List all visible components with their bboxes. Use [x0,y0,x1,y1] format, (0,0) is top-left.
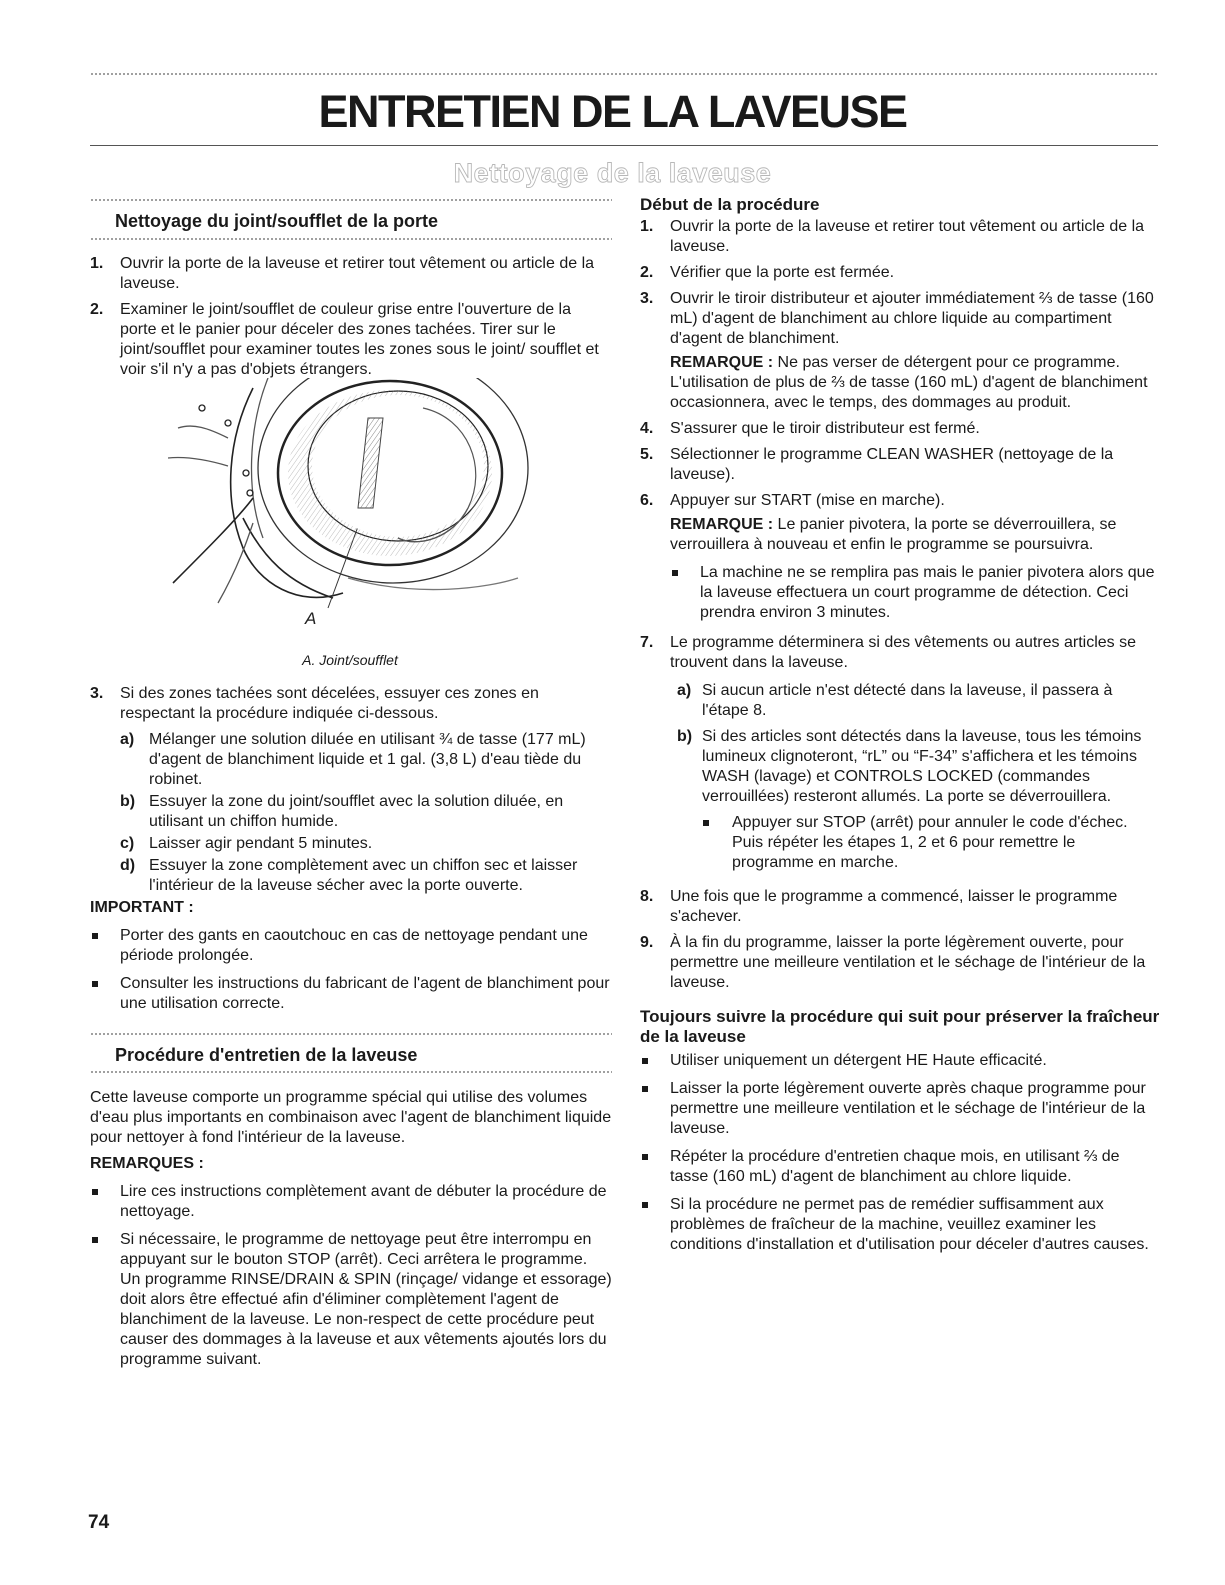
r-step-2: 2. Vérifier que la porte est fermée. [640,264,895,281]
r-step-7a: a) Si aucun article n'est détecté dans la laveuse, il passera à l'étape 8. [677,682,1113,719]
fresh-bullet-1: Utiliser uniquement un détergent HE Haute efficacité. [640,1051,1160,1071]
r-step-9: 9. À la fin du programme, laisser la porte légèrement ouverte, pour permettre une meilleure ventilation et le séchage de l'intérieur de la laveuse. [640,934,1146,991]
title-underline [90,145,1158,146]
r-step-6-bullet: La machine ne se remplira pas mais le panier pivotera alors que la laveuse effectuera un court programme de détection. Ceci prendra environ 3 minutes. [640,563,1160,623]
section2-body [90,1088,612,1370]
section-subtitle: Nettoyage de la laveuse [453,158,772,188]
door-gasket-illustration [168,378,538,638]
fresh-bullet-2: Laisser la porte légèrement ouverte après chaque programme pour permettre une meilleure ventilation et le séchage de l'intérieur de la laveuse. [640,1079,1160,1139]
section2-intro: Cette laveuse comporte un programme spécial qui utilise des volumes d'eau plus importants en combinaison avec l'agent de blanchiment liquide pour nettoyer à fond l'intérieur de la laveuse. [90,1089,612,1146]
figure-caption: A. Joint/soufflet [302,652,398,668]
step-2: 2. Examiner le joint/soufflet de couleur grise entre l'ouverture de la porte et le panier pour déceler des zones tachées. Tirer sur le joint/soufflet pour examiner toutes les zones sous le joint/ soufflet et voir s'il n'y a pas d'objets étrangers. [90,300,610,380]
page-number: 74 [88,1512,110,1533]
fresh-bullet-3: Répéter la procédure d'entretien chaque mois, en utilisant ⅔ de tasse (160 mL) d'agent de blanchiment au chlore liquide. [640,1147,1160,1187]
section1-heading: Nettoyage du joint/soufflet de la porte [115,211,439,231]
top-dotted-rule [90,72,1158,76]
r-step-5: 5. Sélectionner le programme CLEAN WASHER (nettoyage de la laveuse). [640,446,1114,483]
substep-d: d) Essuyer la zone complètement avec un chiffon sec et laisser l'intérieur de la laveuse sécher avec la porte ouverte. [120,857,578,894]
step-2-text: Examiner le joint/soufflet de couleur grise entre l'ouverture de la porte et le panier pour déceler des zones tachées. Tirer sur le joint/soufflet pour examiner toutes les zones sous le joint/ soufflet et voir s'il n'y a pas d'objets étrangers. [120,301,599,378]
r-step-7b: b) Si des articles sont détectés dans la laveuse, tous les témoins lumineux clignoteront, “rL” ou “F-34” s'affichera et les témoins WASH (lavage) et CONTROLS LOCKED (commandes verrouillées) resteront allumés. La porte se déverrouillera. [677,728,1142,805]
substep-a: a) Mélanger une solution diluée en utilisant ¾ de tasse (177 mL) d'agent de blanchiment liquide et 1 gal. (3,8 L) d'eau tiède du robinet. [120,731,586,788]
r-step-3: 3. Ouvrir le tiroir distributeur et ajouter immédiatement ⅔ de tasse (160 mL) d'agent de blanchiment au chlore liquide au compartiment d'agent de blanchiment. [640,290,1154,347]
page-title: ENTRETIEN DE LA LAVEUSE [318,86,907,137]
section1-heading-wrap [90,210,612,232]
section2-heading: Procédure d'entretien de la laveuse [115,1045,418,1065]
section2-heading-wrap [90,1044,612,1066]
right-column [640,195,1160,1255]
r-step-8: 8. Une fois que le programme a commencé, laisser le programme s'achever. [640,888,1118,925]
remarques-bullet-2: Si nécessaire, le programme de nettoyage peut être interrompu en appuyant sur le bouton STOP (arrêt). Ceci arrêtera le programme. Un programme RINSE/DRAIN & SPIN (rinçage/ vidange et essorage) doit alors être effectué afin d'éliminer complètement l'agent de blanchiment de la laveuse. Le non-respect de cette procédure peut causer des dommages à la laveuse et aux vêtements ajoutés lors du programme suivant. [90,1230,612,1370]
section2-bottom-rule [90,1070,612,1074]
r-step-3-note: REMARQUE : Ne pas verser de détergent pour ce programme. L'utilisation de plus de ⅔ de tasse (160 mL) d'agent de blanchiment occasionnera, avec le temps, des dommages au produit. [670,354,1148,411]
r-step-7: 7. Le programme déterminera si des vêtements ou autres articles se trouvent dans la laveuse. [640,634,1136,671]
r-step-6-note: REMARQUE : Le panier pivotera, la porte se déverrouillera, se verrouillera à nouveau et enfin le programme se poursuivra. [670,516,1117,553]
r-step-7b-bullet: Appuyer sur STOP (arrêt) pour annuler le code d'échec. Puis répéter les étapes 1, 2 et 6 pour remettre le programme en marche. [640,813,1160,873]
step-3: 3. Si des zones tachées sont décelées, essuyer ces zones en respectant la procédure indiquée ci-dessous. [90,684,610,724]
procedure-heading: Début de la procédure [640,195,820,214]
substep-b: b) Essuyer la zone du joint/soufflet avec la solution diluée, en utilisant un chiffon humide. [120,793,564,830]
important-bullet-2: Consulter les instructions du fabricant de l'agent de blanchiment pour une utilisation correcte. [90,974,610,1014]
step-3-text: Si des zones tachées sont décelées, essuyer ces zones en respectant la procédure indiquée ci-dessous. [120,685,539,722]
figure-letter: A [305,609,317,628]
fresh-bullet-4: Si la procédure ne permet pas de remédier suffisamment aux problèmes de fraîcheur de la machine, veuillez examiner les conditions d'installation et d'utilisation pour déceler d'autres causes. [640,1195,1160,1255]
r-step-1: 1. Ouvrir la porte de la laveuse et retirer tout vêtement ou article de la laveuse. [640,218,1145,255]
section2-top-rule [90,1032,612,1036]
section1-bottom-rule [90,237,612,241]
step-1-text: Ouvrir la porte de la laveuse et retirer tout vêtement ou article de la laveuse. [120,255,595,292]
r-step-6: 6. Appuyer sur START (mise en marche). [640,492,945,509]
important-bullet-1: Porter des gants en caoutchouc en cas de nettoyage pendant une période prolongée. [90,926,610,966]
step-1: 1. Ouvrir la porte de la laveuse et retirer tout vêtement ou article de la laveuse. [90,254,610,294]
important-label: IMPORTANT : [90,899,194,916]
substep-c: c) Laisser agir pendant 5 minutes. [120,835,373,852]
r-step-4: 4. S'assurer que le tiroir distributeur est fermé. [640,420,980,437]
remarques-label: REMARQUES : [90,1155,204,1172]
section1-top-rule [90,198,612,202]
remarques-bullet-1: Lire ces instructions complètement avant de débuter la procédure de nettoyage. [90,1182,612,1222]
freshness-heading: Toujours suivre la procédure qui suit pour préserver la fraîcheur de la laveuse [640,1007,1160,1046]
left-step-3-block [90,684,610,1014]
left-steps-1-2 [90,254,610,380]
